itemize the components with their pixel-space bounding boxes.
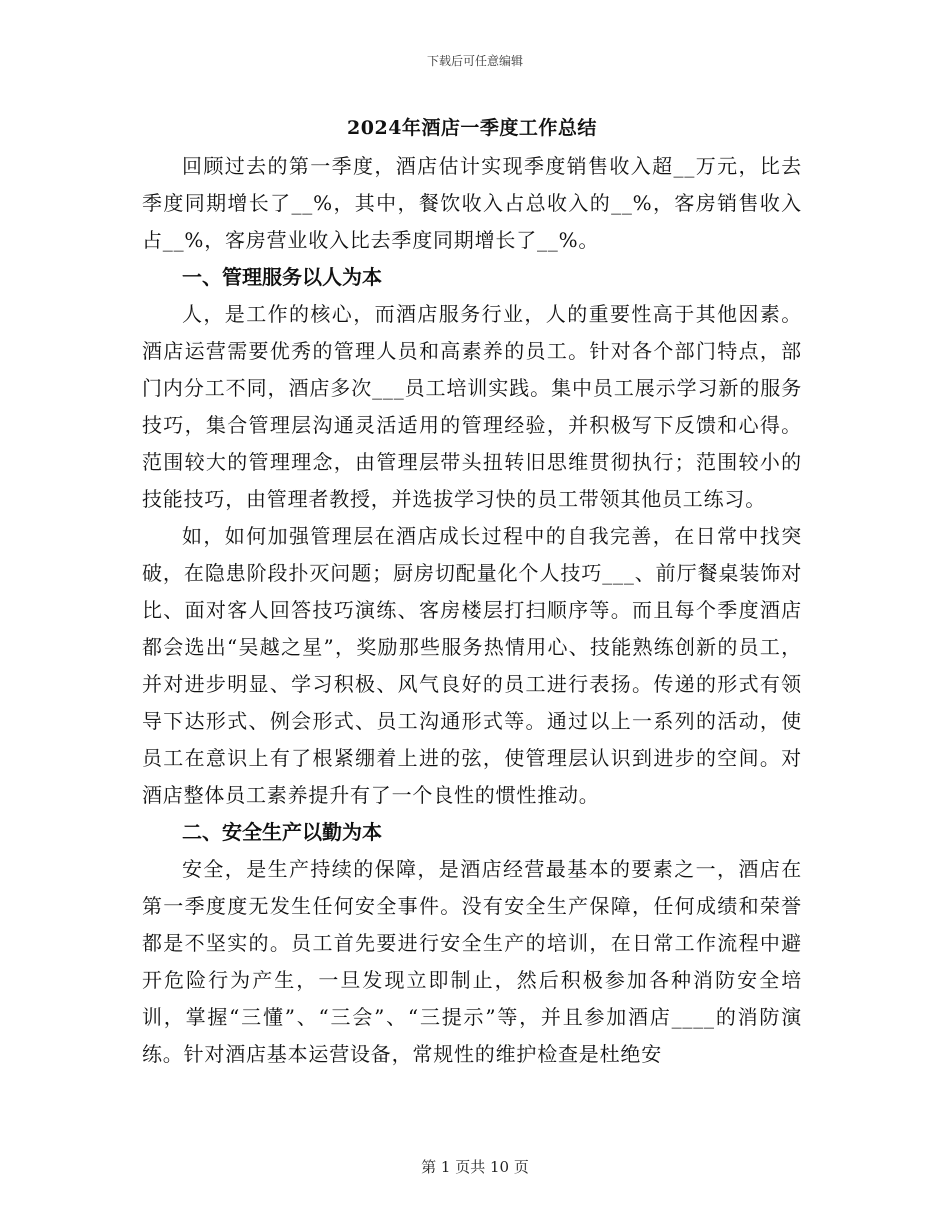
document-title: 2024年酒店一季度工作总结 [347, 117, 597, 139]
section1-paragraph-1: 人，是工作的核心，而酒店服务行业，人的重要性高于其他因素。酒店运营需要优秀的管理人员和高素养的员工。针对各个部门特点，部门内分工不同，酒店多次___员工培训实践。集中员工展示学习新的服务技巧，集合管理层沟通灵活适用的管理经验，并积极写下反馈和心得。范围较大的管理理念，由管理层带头扭转旧思维贯彻执行；范围较小的技能技巧，由管理者教授，并选拔学习快的员工带领其他员工练习。 [142, 302, 802, 511]
intro-paragraph: 回顾过去的第一季度，酒店估计实现季度销售收入超__万元，比去季度同期增长了__%，其中，餐饮收入占总收入的__%，客房销售收入占__%，客房营业收入比去季度同期增长了__%。 [142, 154, 802, 252]
section-heading-1: 一、管理服务以人为本 [182, 265, 382, 289]
document-body [142, 114, 802, 1073]
page-header-note: 下载后可任意编辑 [426, 54, 523, 68]
page-number-footer: 第 1 页共 10 页 [421, 1158, 529, 1176]
section-heading-2: 二、安全生产以勤为本 [182, 820, 382, 844]
section1-paragraph-2: 如，如何加强管理层在酒店成长过程中的自我完善，在日常中找突破，在隐患阶段扑灭问题；厨房切配量化个人技巧___、前厅餐桌装饰对比、面对客人回答技巧演练、客房楼层打扫顺序等。而且每个季度酒店都会选出“吴越之星”，奖励那些服务热情用心、技能熟练创新的员工，并对进步明显、学习积极、风气良好的员工进行表扬。传递的形式有领导下达形式、例会形式、员工沟通形式等。通过以上一系列的活动，使员工在意识上有了根紧绷着上进的弦，使管理层认识到进步的空间。对酒店整体员工素养提升有了一个良性的惯性推动。 [142, 524, 802, 807]
section2-paragraph-1: 安全，是生产持续的保障，是酒店经营最基本的要素之一，酒店在第一季度度无发生任何安全事件。没有安全生产保障，任何成绩和荣誉都是不坚实的。员工首先要进行安全生产的培训，在日常工作流程中避开危险行为产生，一旦发现立即制止，然后积极参加各种消防安全培训，掌握“三懂”、“三会”、“三提示”等，并且参加酒店____的消防演练。针对酒店基本运营设备，常规性的维护检查是杜绝安 [142, 857, 802, 1066]
